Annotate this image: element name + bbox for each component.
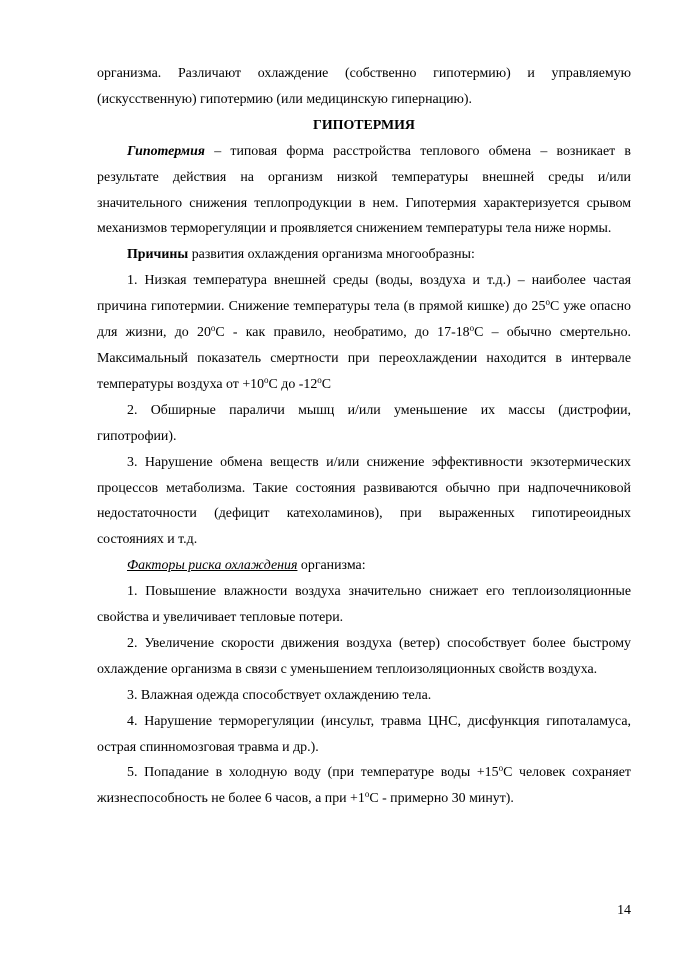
intro-paragraph: организма. Различают охлаждение (собственно гипотермию) и управляемую (искусственную) гипотермию (или медицинскую гипернацию). <box>97 66 631 107</box>
risk-5-part: C человек сохраняет жизнеспособность не более 6 часов, а при +1 <box>97 765 631 807</box>
cause-1-part: C – обычно смертельно. Максимальный показатель смертности при переохлаждении находится в интервале температуры воздуха от +10 <box>97 325 631 392</box>
cause-item-1 <box>97 268 631 398</box>
risk-item-2: 2. Увеличение скорости движения воздуха (ветер) способствует более быстрому охлаждение организма в связи с уменьшением теплоизоляционных свойств воздуха. <box>97 635 631 677</box>
section-heading: ГИПОТЕРМИЯ <box>313 117 415 133</box>
risk-item-4: 4. Нарушение терморегуляции (инсульт, травма ЦНС, дисфункция гипоталамуса, острая спинномозговая травма и др.). <box>97 713 631 755</box>
definition-paragraph <box>97 139 631 243</box>
causes-intro <box>97 242 631 268</box>
risk-lead: Факторы риска охлаждения <box>127 558 298 574</box>
degree-sup: o <box>469 323 475 334</box>
risk-item-3: 3. Влажная одежда способствует охлаждению тела. <box>127 687 432 703</box>
degree-sup: o <box>317 374 322 385</box>
degree-sup: o <box>210 323 216 334</box>
degree-sup: o <box>498 763 504 774</box>
cause-1-part: C до -12 <box>268 376 318 392</box>
risk-5-part: C - примерно 30 минут). <box>369 791 514 807</box>
definition-term: Гипотермия <box>127 143 205 159</box>
degree-sup: o <box>364 789 370 800</box>
cause-item-2: 2. Обширные параличи мышц и/или уменьшение их массы (дистрофии, гипотрофии). <box>97 402 631 444</box>
risk-item-1: 1. Повышение влажности воздуха значительно снижает его теплоизоляционные свойства и увеличивает тепловые потери. <box>97 584 631 626</box>
cause-1-part: C - как правило, необратимо, до 17-18 <box>215 325 470 341</box>
page-body <box>97 61 631 812</box>
risk-intro <box>97 553 631 579</box>
causes-lead-text: развития охлаждения организма многообразны: <box>188 247 475 263</box>
degree-sup: o <box>545 297 550 308</box>
risk-5-part: 5. Попадание в холодную воду (при температуре воды +15 <box>127 765 499 781</box>
definition-text: – типовая форма расстройства теплового обмена – возникает в результате действия на организм низкой температуры внешней среды и/или значительного снижения теплопродукции в нем. Гипотермия характеризуется срывом механизмов терморегуляции и проявляется снижением температуры тела ниже нормы. <box>97 143 631 237</box>
causes-lead: Причины <box>127 247 189 263</box>
degree-sup: o <box>264 374 269 385</box>
risk-item-5 <box>97 760 631 812</box>
cause-item-3: 3. Нарушение обмена веществ и/или снижение эффективности экзотермических процессов метаболизма. Такие состояния развиваются обычно при надпочечниковой недостаточности (дефицит катехоламинов), при выраженных гипотиреоидных состояниях и т.д. <box>97 454 631 548</box>
cause-1-part: C уже опасно для жизни, до 20 <box>97 299 631 341</box>
page-number: 14 <box>617 903 631 918</box>
cause-1-part: 1. Низкая температура внешней среды (воды, воздуха и т.д.) – наиболее частая причина гипотермии. Снижение температуры тела (в прямой кишке) до 25 <box>97 273 631 315</box>
risk-lead-text: организма: <box>297 558 366 574</box>
cause-1-part: C <box>321 376 332 392</box>
